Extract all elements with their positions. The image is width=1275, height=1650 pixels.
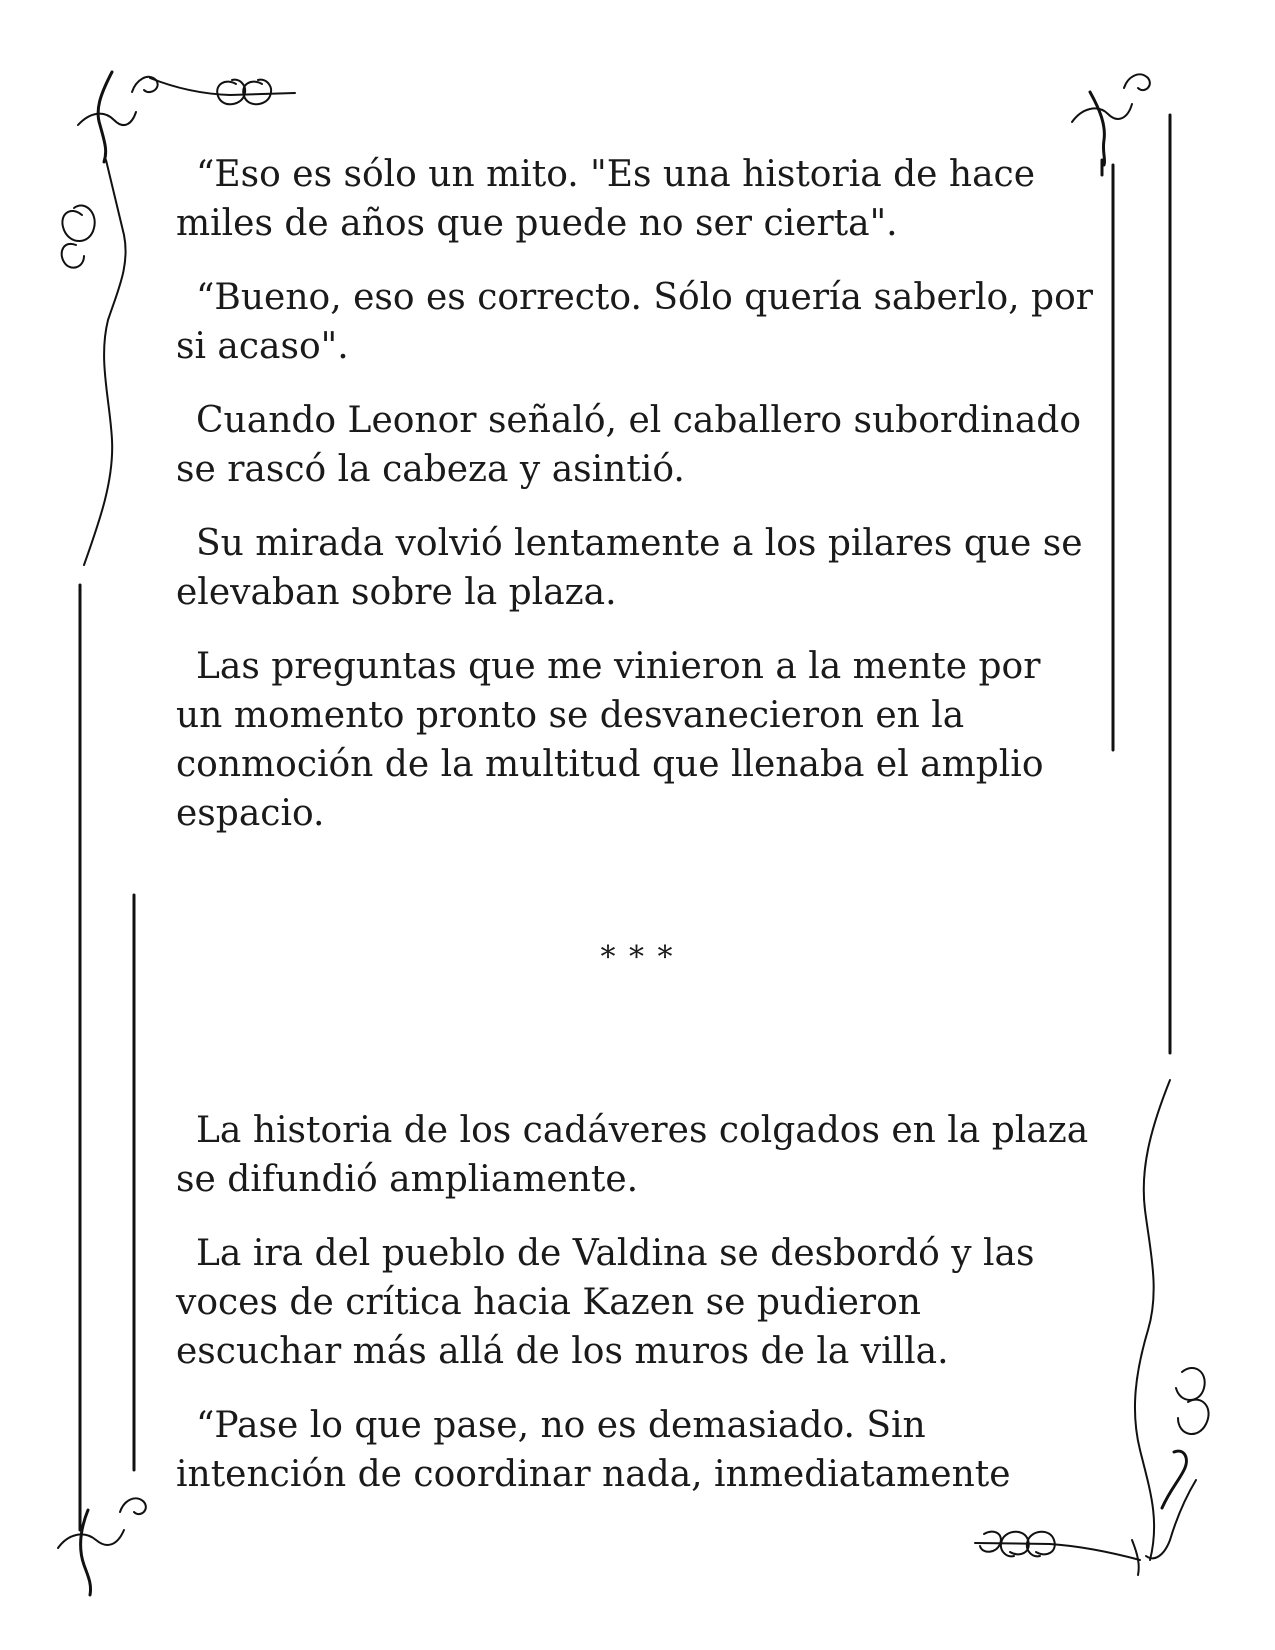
paragraph: La historia de los cadáveres colgados en la plaza se difundió ampliamente. [176, 1110, 1089, 1200]
scene-break: * * * [600, 940, 675, 975]
bottom-left-flourish-icon [58, 1498, 146, 1595]
paragraph: “Eso es sólo un mito. "Es una historia de hace miles de años que puede no ser cierta". [176, 154, 1036, 244]
paragraph: Las preguntas que me vinieron a la mente por un momento pronto se desvanecieron en la conmoción de la multitud que llenaba el amplio espacio. [176, 646, 1044, 834]
text-section-1 [176, 150, 1096, 863]
paragraph: “Bueno, eso es correcto. Sólo quería saberlo, por si acaso". [176, 277, 1093, 367]
paragraph: “Pase lo que pase, no es demasiado. Sin intención de coordinar nada, inmediatamente [176, 1405, 1011, 1495]
paragraph: La ira del pueblo de Valdina se desbordó y las voces de crítica hacia Kazen se pudieron escuchar más allá de los muros de la villa. [176, 1233, 1035, 1372]
paragraph: Cuando Leonor señaló, el caballero subordinado se rascó la cabeza y asintió. [176, 400, 1082, 490]
paragraph: Su mirada volvió lentamente a los pilares que se elevaban sobre la plaza. [176, 523, 1083, 613]
text-section-2 [176, 1106, 1096, 1524]
